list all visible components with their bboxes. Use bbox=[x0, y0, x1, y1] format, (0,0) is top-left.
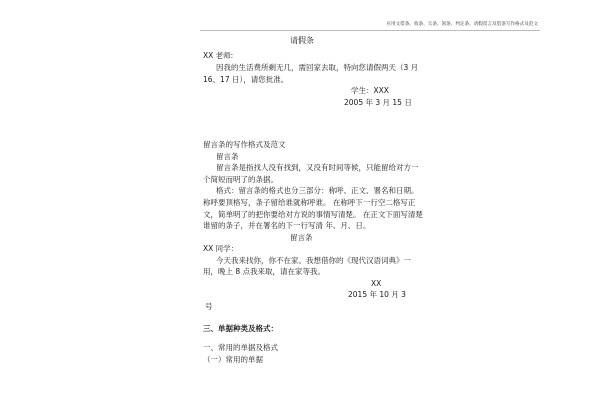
leave-note-title: 请假条 bbox=[290, 36, 314, 45]
message-note-format-line: 文，简单明了的把你要给对方说的事情写清楚。 在正文下面写清楚 bbox=[203, 210, 423, 219]
subsection-heading: 一、常用的单据及格式 bbox=[203, 343, 278, 352]
sample-note-body-line: 今天我来找你，你不在家。我想借你的《现代汉语词典》一 bbox=[216, 256, 411, 265]
message-note-desc-line: 留言条是指找人没有找到，又没有时间等候，只能留给对方一 bbox=[216, 163, 419, 172]
leave-note-signature: 学生：XXX bbox=[351, 86, 389, 95]
message-note-section-title: 留言条的写作格式及范文 bbox=[203, 140, 286, 149]
message-note-desc-line: 个简短而明了的条据。 bbox=[203, 175, 278, 184]
message-note-format-line: 称呼要顶格写，条子留给谁就称呼谁。 在称呼下一行空二格写正 bbox=[203, 198, 416, 207]
message-note-subtitle: 留言条 bbox=[216, 152, 239, 161]
leave-note-greeting: XX 老师: bbox=[203, 51, 234, 60]
sample-note-title: 留言条 bbox=[290, 233, 313, 242]
subsection-heading: （一）常用的单据 bbox=[203, 355, 263, 364]
sample-note-signature: XX bbox=[371, 279, 382, 288]
leave-note-body-line: 16、17 日），请您批准。 bbox=[203, 75, 289, 84]
leave-note-body-line: 因我的生活费所剩无几，需回家去取，特向您请假两天（3 月 bbox=[216, 63, 419, 72]
sample-note-date: 2015 年 10 月 3 bbox=[348, 290, 406, 299]
leave-note-date: 2005 年 3 月 15 日 bbox=[344, 98, 412, 107]
message-note-format-line: 格式：留言条的格式也分三部分：称呼、正文、署名和日期。 bbox=[216, 186, 419, 195]
section-heading: 三、单据种类及格式： bbox=[203, 324, 278, 333]
header-note: 应用文借条、收条、欠条、领条、判定条、请假留言及借条写作格式及范文 bbox=[386, 22, 538, 27]
message-note-format-line: 谁留的条子，并在署名的下一行写清 年、月、日。 bbox=[203, 221, 371, 230]
sample-note-greeting: XX 同学： bbox=[203, 244, 239, 253]
header-divider bbox=[200, 30, 540, 31]
sample-note-body-line: 用，晚上 8 点我来取，请在家等我。 bbox=[203, 267, 326, 276]
sample-note-date-suffix: 号 bbox=[205, 302, 213, 311]
